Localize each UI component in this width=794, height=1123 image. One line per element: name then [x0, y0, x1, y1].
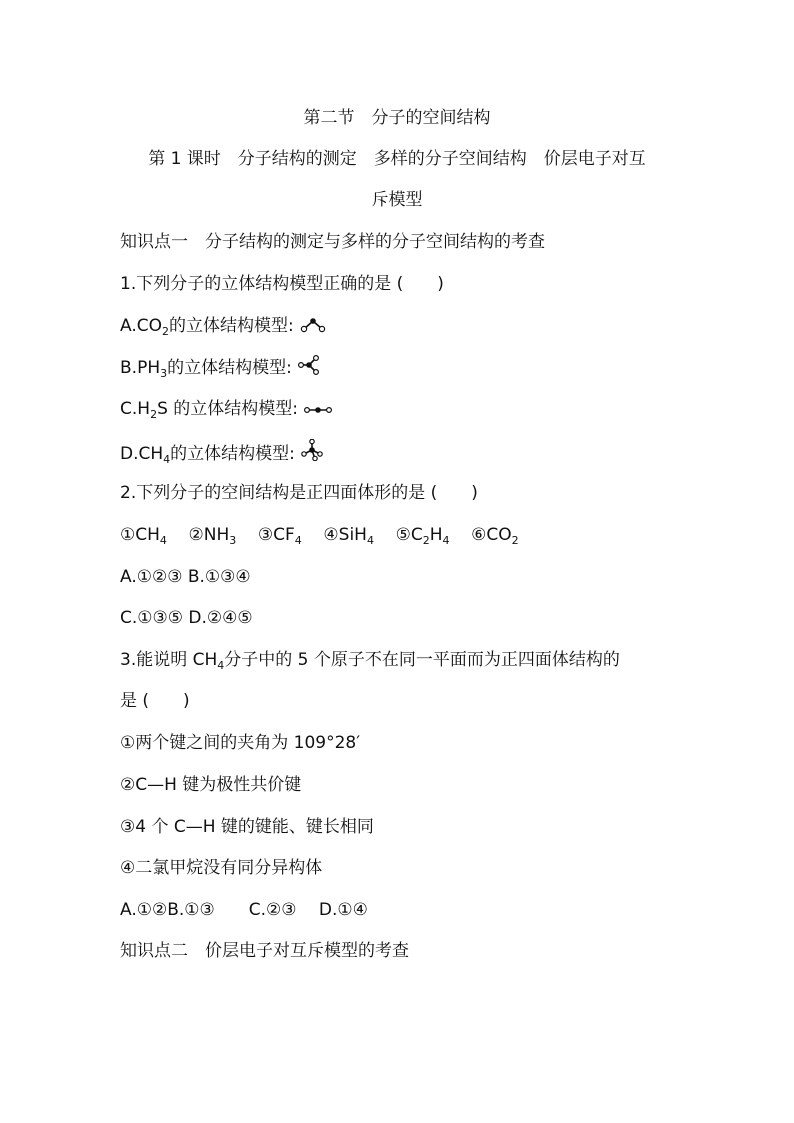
knowledge-point-2-heading: 知识点二 价层电子对互斥模型的考查 [120, 941, 409, 961]
knowledge-point-1-heading: 知识点一 分子结构的测定与多样的分子空间结构的考查 [120, 232, 545, 252]
option-text: S 的立体结构模型: [157, 399, 298, 419]
item-6 [471, 525, 519, 545]
question-2-items [120, 523, 519, 547]
option-text: 的立体结构模型: [167, 358, 292, 378]
subscript: 4 [159, 534, 167, 547]
tetrahedral-molecule-model-icon [301, 439, 323, 461]
subscript: 4 [163, 453, 171, 466]
section-title: 第二节 分子的空间结构 [303, 108, 491, 128]
question-3-statement-1: ①两个键之间的夹角为 109°28′ [120, 733, 361, 753]
item-2 [189, 525, 237, 545]
linear-molecule-model-icon [304, 404, 332, 416]
question-3-statement-3: ③4 个 C—H 键的键能、键长相同 [120, 817, 374, 837]
item-text: ②NH [188, 525, 230, 545]
item-1 [120, 525, 167, 545]
question-2-options-line-1: A.①②③ B.①③④ [120, 567, 251, 587]
subscript: 2 [511, 534, 519, 547]
lesson-title-line1: 第 1 课时 分子结构的测定 多样的分子空间结构 价层电子对互 [148, 149, 646, 169]
subscript: 4 [217, 659, 225, 672]
subscript: 2 [422, 534, 430, 547]
option-text: 的立体结构模型: [170, 444, 295, 464]
question-1-option-c [120, 397, 332, 421]
item-text: ①CH [120, 525, 160, 545]
option-text: 的立体结构模型: [169, 316, 294, 336]
item-text: ④SiH [323, 525, 367, 545]
item-text: ⑥CO [471, 525, 512, 545]
question-1-stem: 1.下列分子的立体结构模型正确的是 ( ) [120, 274, 444, 294]
subscript: 4 [294, 534, 302, 547]
stem-text: 3.能说明 CH [120, 650, 218, 670]
bent-molecule-model-icon [300, 317, 326, 333]
trigonal-molecule-model-icon [298, 355, 320, 375]
subscript: 3 [160, 367, 168, 380]
question-3-statement-4: ④二氯甲烷没有同分异构体 [120, 858, 323, 878]
item-4 [323, 525, 374, 545]
option-text: C.H [120, 399, 151, 419]
question-3-statement-2: ②C—H 键为极性共价键 [120, 775, 302, 795]
subscript: 4 [366, 534, 374, 547]
item-text: ⑤C [395, 525, 423, 545]
stem-text: 分子中的 5 个原子不在同一平面而为正四面体结构的 [224, 650, 620, 670]
lesson-title-line2: 斥模型 [371, 190, 423, 210]
subscript: 2 [162, 325, 169, 338]
option-text: A.CO [120, 316, 162, 336]
item-text: ③CF [257, 525, 295, 545]
question-1-option-b [120, 355, 320, 380]
item-text: H [429, 525, 443, 545]
question-2-stem: 2.下列分子的空间结构是正四面体形的是 ( ) [120, 483, 478, 503]
question-2-options-line-2: C.①③⑤ D.②④⑤ [120, 608, 253, 628]
subscript: 3 [229, 534, 237, 547]
question-3-stem-line-2: 是 ( ) [120, 691, 190, 711]
question-3-stem [120, 648, 620, 672]
option-text: B.PH [120, 358, 161, 378]
question-3-options: A.①②B.①③ C.②③ D.①④ [120, 900, 368, 920]
item-5 [396, 525, 450, 545]
subscript: 2 [150, 408, 158, 421]
subscript: 4 [442, 534, 450, 547]
question-1-option-d [120, 439, 323, 466]
item-3 [258, 525, 302, 545]
option-text: D.CH [120, 444, 164, 464]
question-1-option-a [120, 314, 326, 338]
